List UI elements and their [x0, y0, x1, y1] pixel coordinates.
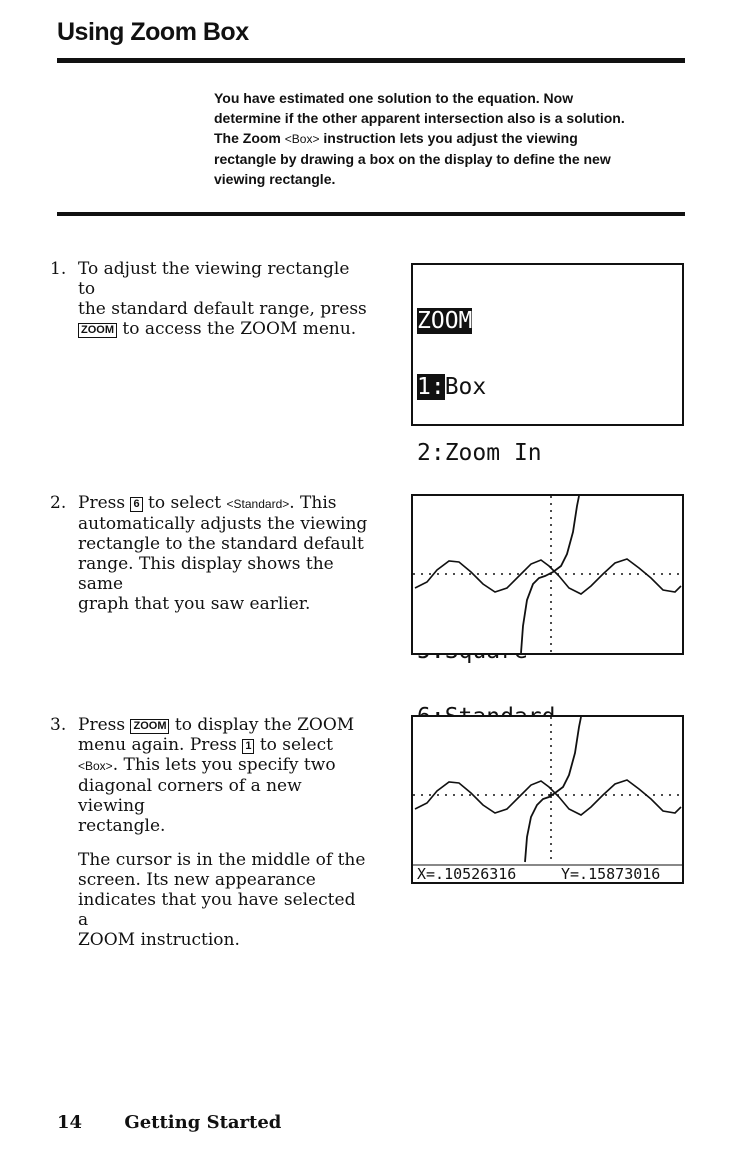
page-footer [57, 1112, 281, 1133]
menu-item-number: 1: [417, 374, 445, 400]
zoom-menu-screen [411, 263, 684, 466]
step-text: Press [78, 493, 131, 513]
step-text: . This [289, 493, 337, 513]
key-1: 1 [242, 739, 254, 754]
standard-token: <Standard> [226, 497, 290, 511]
zoom-menu-title: ZOOM [417, 308, 473, 334]
step-text: . This lets you specify two [112, 755, 336, 775]
step-text: to display the ZOOM [169, 715, 355, 735]
graph-axes [413, 717, 682, 862]
step-line: ZOOM instruction. [78, 930, 240, 950]
step-text: menu again. Press [78, 735, 243, 755]
zoom-key: ZOOM [78, 323, 117, 338]
menu-item-zoom-in[interactable] [417, 442, 682, 464]
step-line: automatically adjusts the viewing [78, 514, 368, 534]
step-line [78, 715, 370, 735]
intro-line: viewing rectangle. [214, 171, 336, 187]
step-text: Press [78, 715, 131, 735]
graph-standard-screen [411, 494, 684, 655]
intro-line: determine if the other apparent intersection also is a solution. [214, 110, 625, 126]
sine-curve [415, 559, 681, 594]
zoom-key: ZOOM [130, 719, 169, 734]
menu-item-label: Box [444, 374, 487, 400]
steep-curve [525, 717, 581, 862]
intro-line: rectangle by drawing a box on the display to define the new [214, 151, 611, 167]
key-6: 6 [130, 497, 142, 512]
step-number: 1. [50, 259, 67, 279]
graph-standard [413, 496, 682, 653]
page-number: 14 [57, 1112, 83, 1133]
intro-text-part: The Zoom [214, 130, 285, 146]
step-line: screen. Its new appearance [78, 870, 316, 890]
step-line: rectangle to the standard default [78, 534, 364, 554]
intro-text-part: instruction lets you adjust the viewing [319, 130, 578, 146]
step-number: 3. [50, 715, 67, 735]
middle-rule [57, 212, 685, 216]
step-line [78, 755, 370, 776]
intro-line: You have estimated one solution to the equation. Now [214, 90, 574, 106]
step-line [78, 319, 370, 339]
intro-line [214, 128, 694, 149]
cursor-y-readout: Y=.15873016 [561, 865, 661, 883]
step-line: graph that you saw earlier. [78, 594, 311, 614]
step-text: to select [254, 735, 333, 755]
intro-text [214, 88, 694, 189]
page-title: Using Zoom Box [57, 18, 249, 46]
box-token: <Box> [284, 132, 320, 146]
menu-item-label: Zoom In [444, 440, 542, 466]
step-line: range. This display shows the same [78, 554, 334, 594]
box-token: <Box> [78, 759, 113, 773]
top-rule [57, 58, 685, 63]
step-line: The cursor is in the middle of the [78, 850, 366, 870]
step-2 [50, 493, 370, 614]
cursor-x-readout: X=.10526316 [417, 865, 517, 883]
step-line: rectangle. [78, 816, 166, 836]
step-1 [50, 259, 370, 339]
graph-box-cursor [413, 717, 682, 882]
section-name: Getting Started [124, 1112, 282, 1133]
step-text: to access the ZOOM menu. [117, 319, 357, 339]
steep-curve [521, 496, 579, 653]
menu-item-box[interactable] [417, 376, 682, 398]
step-line: diagonal corners of a new viewing [78, 776, 302, 816]
step-number: 2. [50, 493, 67, 513]
step-line: the standard default range, press [78, 299, 367, 319]
step-3 [50, 715, 370, 950]
step-line: indicates that you have selected a [78, 890, 356, 930]
step-line [78, 735, 370, 755]
menu-item-number: 2: [417, 440, 445, 466]
step-line [78, 493, 370, 514]
step-text: to select [142, 493, 227, 513]
step-line: To adjust the viewing rectangle to [78, 259, 350, 299]
graph-box-cursor-screen [411, 715, 684, 884]
